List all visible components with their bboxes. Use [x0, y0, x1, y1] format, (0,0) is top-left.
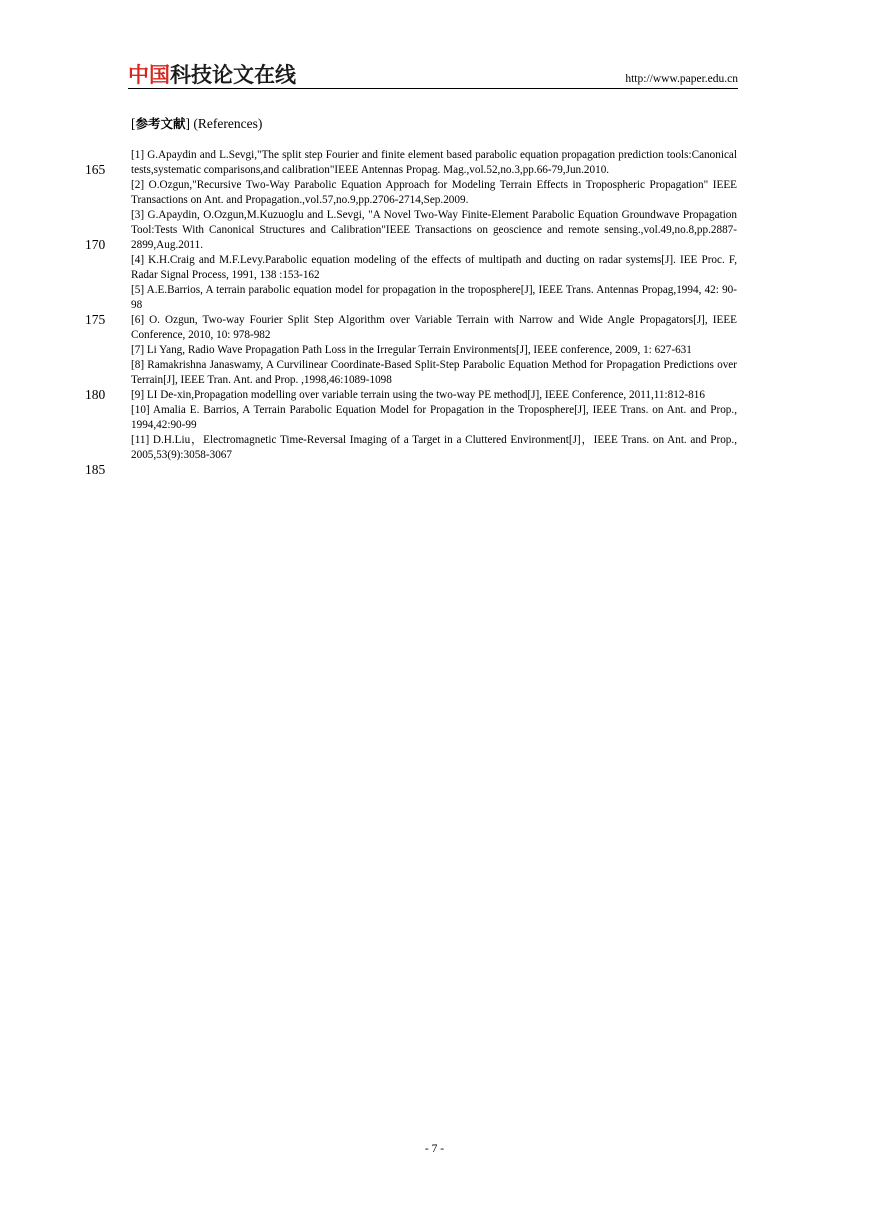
reference-item-4: [4] K.H.Craig and M.F.Levy.Parabolic equation modeling of the effects of multipath and ducting on radar systems[J]. IEE Proc. F, Radar Signal Process, 1991, 138 :153-162 [131, 254, 737, 281]
logo-text-dark: 科技论文在线 [170, 63, 296, 87]
section-title-cn: 参考文献 [135, 116, 186, 131]
line-number: 175 [85, 312, 106, 327]
line-number: 165 [85, 162, 106, 177]
page-number: - 7 - [424, 1143, 445, 1155]
reference-item-11: [11] D.H.Liu，Electromagnetic Time-Reversal Imaging of a Target in a Cluttered Environment[J]，IEEE Trans. on Ant. and Prop., 2005,53(9):3058-3067 [131, 434, 737, 461]
reference-item-3: [3] G.Apaydin, O.Ozgun,M.Kuzuoglu and L.Sevgi, "A Novel Two-Way Finite-Element Parabolic Equation Groundwave Propagation Tool:Tests With Canonical Structures and Calibration"IEEE Transactions on geoscience and remote sensing.,vol.49,no.8,pp.2887-2899,Aug.2011. [131, 209, 737, 251]
reference-item-9: [9] LI De-xin,Propagation modelling over variable terrain using the two-way PE method[J], IEEE Conference, 2011,11:812-816 [131, 389, 705, 401]
reference-item-2: [2] O.Ozgun,"Recursive Two-Way Parabolic Equation Approach for Modeling Terrain Effects in Tropospheric Propagation" IEEE Transactions on Ant. and Propagation.,vol.57,no.9,pp.2706-2714,Sep.2009. [131, 179, 737, 206]
header-url: http://www.paper.edu.cn [625, 73, 738, 85]
section-title-en: ] (References) [185, 116, 263, 131]
reference-item-8: [8] Ramakrishna Janaswamy, A Curvilinear Coordinate-Based Split-Step Parabolic Equation Method for Propagation Predictions over Terrain[J], IEEE Tran. Ant. and Prop. ,1998,46:1089-1098 [131, 359, 737, 386]
reference-item-6: [6] O. Ozgun, Two-way Fourier Split Step Algorithm over Variable Terrain with Narrow and Wide Angle Propagators[J], IEEE Conference, 2010, 10: 978-982 [131, 314, 737, 341]
reference-item-1: [1] G.Apaydin and L.Sevgi,"The split step Fourier and finite element based parabolic equation propagation prediction tools:Canonical tests,systematic comparisons,and calibration"IEEE Antennas Propag. Mag.,vol.52,no.3,pp.66-79,Jun.2010. [131, 149, 737, 176]
line-number: 180 [85, 387, 106, 402]
reference-item-7: [7] Li Yang, Radio Wave Propagation Path Loss in the Irregular Terrain Environments[J], IEEE conference, 2009, 1: 627-631 [131, 344, 692, 356]
logo-text-red: 中国 [128, 63, 170, 87]
header-divider [128, 88, 738, 89]
reference-item-10: [10] Amalia E. Barrios, A Terrain Parabolic Equation Model for Propagation in the Troposphere[J], IEEE Trans. on Ant. and Prop., 1994,42:90-99 [131, 404, 737, 431]
reference-item-5: [5] A.E.Barrios, A terrain parabolic equation model for propagation in the troposphere[J], IEEE Trans. Antennas Propag,1994, 42: 90-98 [131, 284, 737, 311]
line-number: 170 [85, 237, 106, 252]
section-title-bracket: [ [131, 116, 136, 131]
line-number: 185 [85, 462, 106, 477]
reference-list [131, 148, 737, 463]
header-logo [128, 62, 296, 88]
section-title [131, 116, 262, 132]
